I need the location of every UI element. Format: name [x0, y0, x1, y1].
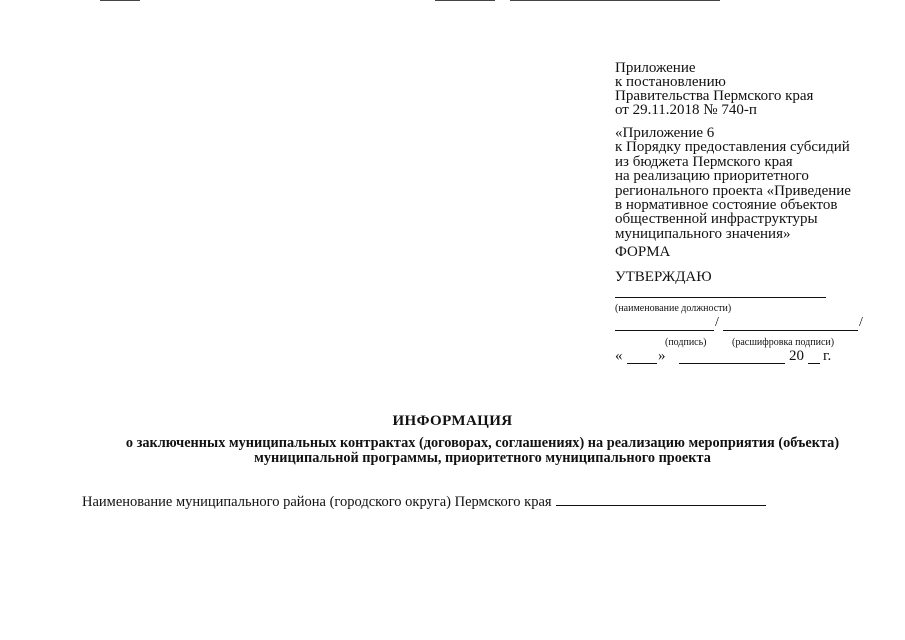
- annex-order-line: на реализацию приоритетного: [615, 168, 809, 185]
- signature-fill-line[interactable]: [615, 315, 714, 331]
- annex-order-line: общественной инфраструктуры: [615, 211, 818, 228]
- decode-caption: (расшифровка подписи): [732, 337, 835, 348]
- subtitle-line: муниципальной программы, приоритетного муниципального проекта: [254, 450, 711, 466]
- form-label: ФОРМА: [615, 244, 671, 260]
- annex-line: от 29.11.2018 № 740-п: [615, 102, 757, 118]
- separator-slash: /: [715, 315, 719, 330]
- document-title: ИНФОРМАЦИЯ: [392, 413, 513, 429]
- annex-order-reference: [615, 126, 900, 241]
- annex-order-line: «Приложение 6: [615, 125, 715, 141]
- annex-order-line: к Порядку предоставления субсидий: [615, 139, 850, 156]
- signature-caption: (подпись): [665, 337, 707, 348]
- day-fill-line[interactable]: [627, 348, 657, 364]
- scan-mark: [435, 0, 495, 1]
- separator-slash: /: [859, 315, 863, 330]
- annex-line: Приложение: [615, 60, 696, 76]
- document-subtitle: [60, 436, 905, 466]
- district-label: Наименование муниципального района (городского округа) Пермского края: [82, 494, 552, 510]
- position-fill-line[interactable]: [615, 297, 826, 298]
- quote-open: «: [615, 348, 623, 364]
- year-fill-line[interactable]: [808, 348, 820, 364]
- annex-order-line: в нормативное состояние объектов: [615, 197, 838, 214]
- position-caption: (наименование должности): [615, 303, 732, 314]
- date-row: [615, 348, 835, 366]
- quote-close: »: [658, 348, 666, 364]
- annex-order-line: муниципального значения»: [615, 225, 791, 242]
- signature-row: [615, 315, 865, 331]
- annex-line: к постановлению: [615, 74, 726, 90]
- annex-order-line: из бюджета Пермского края: [615, 153, 793, 170]
- district-fill-line[interactable]: [556, 492, 766, 506]
- annex-reference: [615, 61, 895, 117]
- district-field: [82, 492, 766, 511]
- year-suffix: г.: [823, 348, 832, 364]
- scan-mark: [100, 0, 140, 1]
- annex-order-line: регионального проекта «Приведение: [615, 182, 851, 199]
- month-fill-line[interactable]: [679, 348, 785, 364]
- year-prefix: 20: [789, 348, 804, 364]
- signature-decode-fill-line[interactable]: [723, 315, 858, 331]
- scan-mark: [510, 0, 720, 1]
- annex-line: Правительства Пермского края: [615, 88, 814, 104]
- subtitle-line: о заключенных муниципальных контрактах (договорах, соглашениях) на реализацию мероприятия (объекта): [125, 435, 840, 451]
- approval-heading: УТВЕРЖДАЮ: [615, 269, 712, 285]
